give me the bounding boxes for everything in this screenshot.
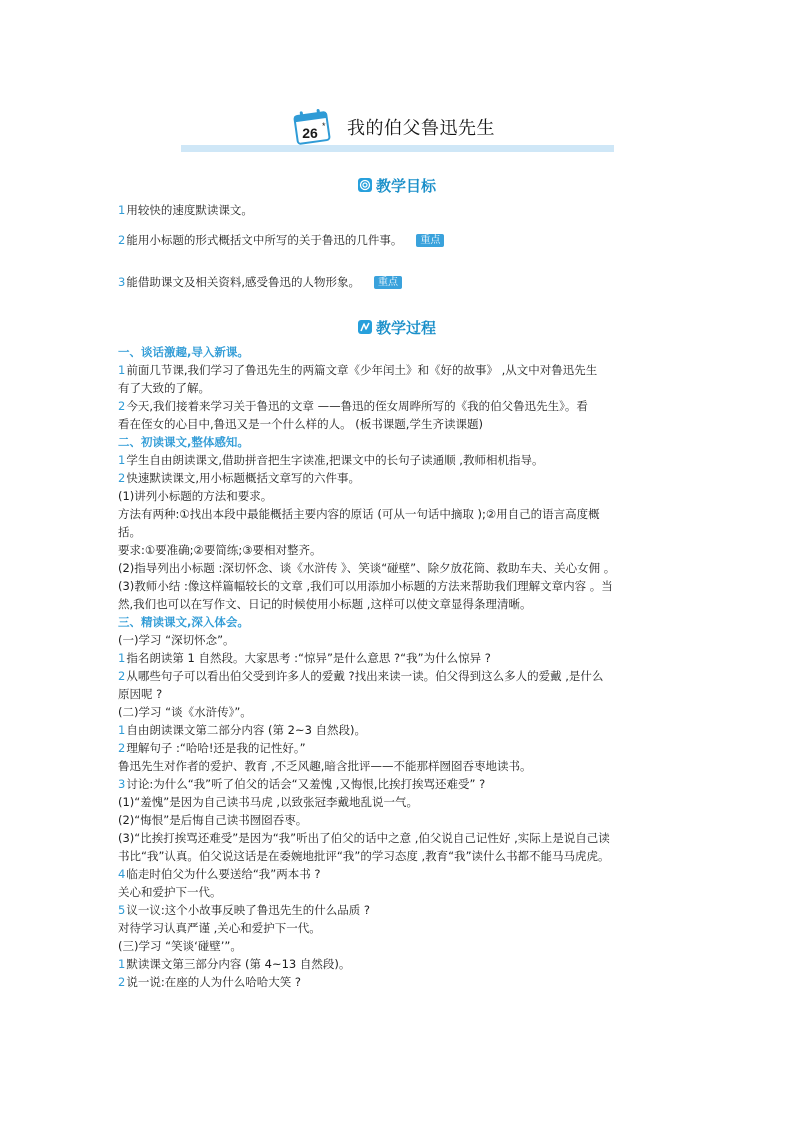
item-text: 指名朗读第 1 自然段。大家思考 :“惊异”是什么意思 ?“我”为什么惊异 ? [126, 651, 491, 665]
numbered-line [118, 451, 678, 469]
goals-list [118, 201, 678, 291]
goal-text: 能用小标题的形式概括文中所写的关于鲁迅的几件事。 [126, 233, 403, 247]
step-heading [118, 613, 678, 631]
numbered-line [118, 361, 678, 379]
lesson-header [181, 103, 614, 155]
numbered-line [118, 955, 678, 973]
text-line: 书比“我”认真。伯父说这话是在委婉地批评“我”的学习态度 ,教育“我”读什么书都不能马马虎虎。 [118, 849, 610, 863]
numbered-line [118, 775, 678, 793]
item-number: 2 [118, 471, 126, 485]
text-line: 看在侄女的心目中,鲁迅又是一个什么样的人。 (板书课题,学生齐读课题) [118, 417, 483, 431]
item-text: 学生自由朗读课文,借助拼音把生字读准,把课文中的长句子读通顺 ,教师相机指导。 [126, 453, 544, 467]
text-line: (一)学习 “深切怀念”。 [118, 633, 235, 647]
step-heading-text: 三、精读课文,深入体会。 [118, 615, 249, 629]
step-heading [118, 343, 678, 361]
lesson-number: 26 [302, 125, 318, 141]
step-heading-text: 一、谈话激趣,导入新课。 [118, 345, 249, 359]
step-heading [118, 433, 678, 451]
section-heading-goals [0, 175, 794, 196]
process-content [118, 343, 678, 991]
text-line: 括。 [118, 525, 141, 539]
goal-text: 能借助课文及相关资料,感受鲁迅的人物形象。 [126, 275, 360, 289]
goal-number: 3 [118, 275, 126, 289]
item-number: 1 [118, 651, 126, 665]
text-line: 鲁迅先生对作者的爱护、教育 ,不乏风趣,暗含批评——不能那样囫囵吞枣地读书。 [118, 759, 532, 773]
step-heading-text: 二、初读课文,整体感知。 [118, 435, 249, 449]
goal-number: 1 [118, 203, 126, 217]
lesson-title: 我的伯父鲁迅先生 [347, 118, 495, 139]
text-line: 然,我们也可以在写作文、日记的时候使用小标题 ,这样可以使文章显得条理清晰。 [118, 597, 532, 611]
calendar-icon [292, 106, 332, 146]
item-number: 1 [118, 363, 126, 377]
numbered-line [118, 901, 678, 919]
item-text: 说一说:在座的人为什么哈哈大笑 ? [126, 975, 301, 989]
numbered-line [118, 469, 678, 487]
title-underline-bar [181, 145, 614, 152]
text-line: (三)学习 “笑谈‘碰壁’”。 [118, 939, 242, 953]
text-line: 要求:①要准确;②要简练;③要相对整齐。 [118, 543, 322, 557]
text-line: (二)学习 “谈《水浒传》”。 [118, 705, 252, 719]
item-number: 1 [118, 723, 126, 737]
section-title-goals: 教学目标 [375, 177, 436, 195]
item-text: 议一议:这个小故事反映了鲁迅先生的什么品质 ? [126, 903, 370, 917]
goal-item [118, 231, 678, 249]
item-number: 5 [118, 903, 126, 917]
text-line: 有了大致的了解。 [118, 381, 210, 395]
numbered-line [118, 739, 678, 757]
numbered-line [118, 973, 678, 991]
lesson-star: * [322, 121, 326, 131]
item-text: 自由朗读课文第二部分内容 (第 2~3 自然段)。 [126, 723, 367, 737]
section-heading-process [0, 317, 794, 338]
target-icon [358, 178, 372, 192]
item-text: 前面几节课,我们学习了鲁迅先生的两篇文章《少年闰土》和《好的故事》 ,从文中对鲁迅先生 [126, 363, 598, 377]
goal-item [118, 201, 678, 219]
item-number: 1 [118, 453, 126, 467]
numbered-line [118, 397, 678, 415]
key-point-badge: 重点 [374, 276, 402, 289]
text-line: (3)“比挨打挨骂还难受”是因为“我”听出了伯父的话中之意 ,伯父说自己记性好 ,实际上是说自己读 [118, 831, 610, 845]
item-number: 2 [118, 975, 126, 989]
numbered-line [118, 865, 678, 883]
goal-item [118, 273, 678, 291]
item-text: 快速默读课文,用小标题概括文章写的六件事。 [126, 471, 360, 485]
text-line: (2)指导列出小标题 :深切怀念、谈《水浒传 》、笑谈“碰壁”、除夕放花筒、救助车夫、关心女佣 。 [118, 561, 616, 575]
item-number: 2 [118, 669, 126, 683]
item-text: 讨论:为什么“我”听了伯父的话会“又羞愧 ,又悔恨,比挨打挨骂还难受” ? [126, 777, 486, 791]
goal-number: 2 [118, 233, 126, 247]
key-point-badge: 重点 [416, 234, 444, 247]
item-text: 理解句子 :“哈哈!还是我的记性好。” [126, 741, 306, 755]
item-number: 4 [118, 867, 126, 881]
item-text: 今天,我们接着来学习关于鲁迅的文章 ——鲁迅的侄女周晔所写的《我的伯父鲁迅先生》。看 [126, 399, 588, 413]
item-text: 从哪些句子可以看出伯父受到许多人的爱戴 ?找出来读一读。伯父得到这么多人的爱戴 ,是什么 [126, 669, 604, 683]
goal-text: 用较快的速度默读课文。 [126, 203, 253, 217]
text-line: 关心和爱护下一代。 [118, 885, 222, 899]
text-line: (1)“羞愧”是因为自己读书马虎 ,以致张冠李戴地乱说一气。 [118, 795, 419, 809]
text-line: 原因呢 ? [118, 687, 163, 701]
item-text: 默读课文第三部分内容 (第 4~13 自然段)。 [126, 957, 351, 971]
item-number: 3 [118, 777, 126, 791]
item-text: 临走时伯父为什么要送给“我”两本书 ? [126, 867, 321, 881]
item-number: 2 [118, 399, 126, 413]
item-number: 2 [118, 741, 126, 755]
text-line: (1)讲列小标题的方法和要求。 [118, 489, 273, 503]
text-line: (2)“悔恨”是后悔自己读书囫囵吞枣。 [118, 813, 308, 827]
text-line: 方法有两种:①找出本段中最能概括主要内容的原话 (可从一句话中摘取 );②用自己的语言高度概 [118, 507, 600, 521]
process-icon [358, 320, 372, 334]
section-title-process: 教学过程 [375, 319, 436, 337]
numbered-line [118, 649, 678, 667]
item-number: 1 [118, 957, 126, 971]
text-line: 对待学习认真严谨 ,关心和爱护下一代。 [118, 921, 321, 935]
text-line: (3)教师小结 :像这样篇幅较长的文章 ,我们可以用添加小标题的方法来帮助我们理解文章内容 。当 [118, 579, 613, 593]
numbered-line [118, 721, 678, 739]
numbered-line [118, 667, 678, 685]
